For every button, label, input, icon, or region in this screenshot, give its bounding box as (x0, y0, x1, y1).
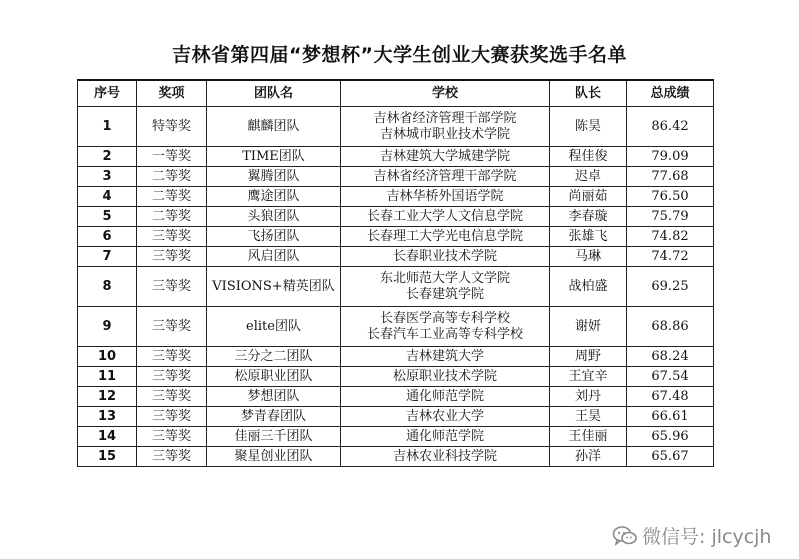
cell-score: 68.86 (627, 307, 714, 347)
table-row (78, 427, 714, 447)
column-header-award: 奖项 (137, 80, 207, 107)
table-body (78, 107, 714, 467)
cell-team: 松原职业团队 (207, 367, 341, 387)
cell-award: 三等奖 (137, 347, 207, 367)
cell-no: 7 (78, 247, 137, 267)
cell-no: 6 (78, 227, 137, 247)
cell-award: 三等奖 (137, 387, 207, 407)
table-row (78, 447, 714, 467)
cell-team: 鹰途团队 (207, 187, 341, 207)
cell-captain: 马琳 (550, 247, 627, 267)
school-line: 长春工业大学人文信息学院 (366, 208, 523, 224)
cell-captain: 周野 (550, 347, 627, 367)
cell-no: 8 (78, 267, 137, 307)
cell-award: 一等奖 (137, 147, 207, 167)
cell-team: 梦青春团队 (207, 407, 341, 427)
cell-team: 三分之二团队 (207, 347, 341, 367)
cell-team: VISIONS+精英团队 (207, 267, 341, 307)
cell-award: 二等奖 (137, 187, 207, 207)
school-line: 吉林建筑大学 (405, 348, 484, 364)
cell-school (341, 147, 550, 167)
cell-school (341, 207, 550, 227)
cell-award: 三等奖 (137, 227, 207, 247)
cell-award: 三等奖 (137, 247, 207, 267)
cell-team: 飞扬团队 (207, 227, 341, 247)
cell-team: 头狼团队 (207, 207, 341, 227)
cell-no: 15 (78, 447, 137, 467)
cell-school (341, 367, 550, 387)
cell-no: 3 (78, 167, 137, 187)
cell-captain: 孙洋 (550, 447, 627, 467)
cell-award: 三等奖 (137, 447, 207, 467)
awards-table (77, 79, 714, 467)
school-line: 松原职业技术学院 (392, 368, 497, 384)
cell-captain: 战柏盛 (550, 267, 627, 307)
school-line: 长春职业技术学院 (392, 248, 497, 264)
school-line: 东北师范大学人文学院 (379, 270, 510, 286)
table-row (78, 107, 714, 147)
cell-score: 67.54 (627, 367, 714, 387)
cell-no: 10 (78, 347, 137, 367)
table-row (78, 227, 714, 247)
cell-school (341, 187, 550, 207)
school-line: 吉林省经济管理干部学院 (373, 110, 517, 126)
cell-team: 风启团队 (207, 247, 341, 267)
column-header-school: 学校 (341, 80, 550, 107)
cell-no: 13 (78, 407, 137, 427)
cell-no: 14 (78, 427, 137, 447)
cell-captain: 王宜辛 (550, 367, 627, 387)
column-header-no: 序号 (78, 80, 137, 107)
cell-captain: 尚丽茹 (550, 187, 627, 207)
cell-award: 三等奖 (137, 367, 207, 387)
table-row (78, 187, 714, 207)
column-header-team: 团队名 (207, 80, 341, 107)
cell-award: 三等奖 (137, 407, 207, 427)
cell-no: 11 (78, 367, 137, 387)
cell-school (341, 107, 550, 147)
table-row (78, 147, 714, 167)
cell-captain: 谢妍 (550, 307, 627, 347)
school-line: 吉林农业科技学院 (392, 448, 497, 464)
cell-no: 12 (78, 387, 137, 407)
table-row (78, 247, 714, 267)
cell-captain: 程佳俊 (550, 147, 627, 167)
column-header-captain: 队长 (550, 80, 627, 107)
wechat-icon (612, 525, 638, 547)
cell-captain: 王佳丽 (550, 427, 627, 447)
watermark-text: 微信号: jlcycjh (642, 526, 772, 548)
school-line: 吉林省经济管理干部学院 (373, 168, 517, 184)
cell-score: 77.68 (627, 167, 714, 187)
cell-score: 74.82 (627, 227, 714, 247)
cell-school (341, 387, 550, 407)
school-line: 吉林华桥外国语学院 (386, 188, 504, 204)
cell-no: 1 (78, 107, 137, 147)
school-line: 长春理工大学光电信息学院 (366, 228, 523, 244)
column-header-score: 总成绩 (627, 80, 714, 107)
cell-team: TIME团队 (207, 147, 341, 167)
table-header-row (78, 80, 714, 107)
cell-captain: 王昊 (550, 407, 627, 427)
cell-award: 三等奖 (137, 307, 207, 347)
cell-score: 76.50 (627, 187, 714, 207)
table-row (78, 407, 714, 427)
table-row (78, 347, 714, 367)
cell-captain: 李春璇 (550, 207, 627, 227)
cell-no: 9 (78, 307, 137, 347)
cell-team: elite团队 (207, 307, 341, 347)
cell-award: 特等奖 (137, 107, 207, 147)
cell-score: 75.79 (627, 207, 714, 227)
school-line: 通化师范学院 (405, 428, 484, 444)
cell-school (341, 427, 550, 447)
cell-captain: 刘丹 (550, 387, 627, 407)
cell-team: 梦想团队 (207, 387, 341, 407)
cell-score: 69.25 (627, 267, 714, 307)
page-title: 吉林省第四届“梦想杯”大学生创业大赛获奖选手名单 (172, 44, 627, 66)
school-line: 长春汽车工业高等专科学校 (366, 326, 523, 342)
cell-no: 2 (78, 147, 137, 167)
table-row (78, 167, 714, 187)
cell-no: 4 (78, 187, 137, 207)
cell-no: 5 (78, 207, 137, 227)
cell-captain: 张雄飞 (550, 227, 627, 247)
cell-score: 86.42 (627, 107, 714, 147)
cell-school (341, 247, 550, 267)
cell-score: 67.48 (627, 387, 714, 407)
cell-score: 65.96 (627, 427, 714, 447)
cell-school (341, 347, 550, 367)
cell-school (341, 447, 550, 467)
table-row (78, 207, 714, 227)
table-row (78, 367, 714, 387)
cell-score: 68.24 (627, 347, 714, 367)
cell-award: 二等奖 (137, 207, 207, 227)
school-line: 长春建筑学院 (405, 286, 484, 302)
cell-school (341, 267, 550, 307)
table-row (78, 307, 714, 347)
school-line: 通化师范学院 (405, 388, 484, 404)
table-row (78, 267, 714, 307)
cell-school (341, 227, 550, 247)
cell-school (341, 407, 550, 427)
cell-award: 三等奖 (137, 427, 207, 447)
cell-team: 佳丽三千团队 (207, 427, 341, 447)
cell-school (341, 167, 550, 187)
school-line: 吉林城市职业技术学院 (379, 126, 510, 142)
cell-score: 65.67 (627, 447, 714, 467)
table-row (78, 387, 714, 407)
cell-score: 79.09 (627, 147, 714, 167)
cell-captain: 迟卓 (550, 167, 627, 187)
cell-captain: 陈昊 (550, 107, 627, 147)
school-line: 吉林建筑大学城建学院 (379, 148, 510, 164)
school-line: 吉林农业大学 (405, 408, 484, 424)
watermark (612, 522, 771, 549)
cell-award: 三等奖 (137, 267, 207, 307)
cell-score: 74.72 (627, 247, 714, 267)
cell-award: 二等奖 (137, 167, 207, 187)
cell-team: 麒麟团队 (207, 107, 341, 147)
school-line: 长春医学高等专科学校 (379, 310, 510, 326)
cell-team: 聚星创业团队 (207, 447, 341, 467)
cell-score: 66.61 (627, 407, 714, 427)
cell-school (341, 307, 550, 347)
cell-team: 翼腾团队 (207, 167, 341, 187)
